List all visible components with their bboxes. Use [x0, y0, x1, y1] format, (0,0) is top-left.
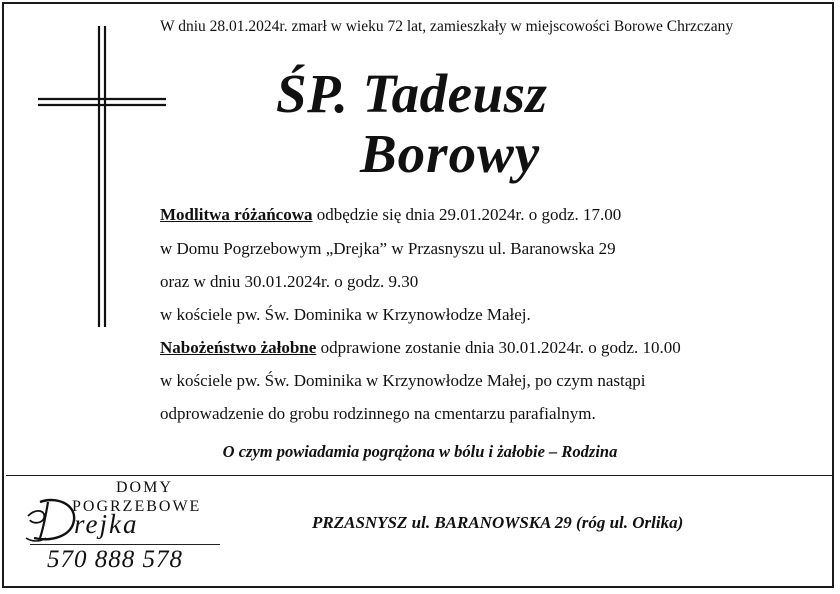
ceremony-line-2 — [160, 239, 616, 259]
line-text: w kościele pw. Św. Dominika w Krzynowłodze Małej, po czym nastąpi — [160, 371, 646, 390]
logo-word-pogrzebowe: POGRZEBOWE — [72, 498, 202, 515]
ceremony-line-5 — [160, 338, 681, 358]
ceremony-line-4 — [160, 305, 531, 325]
line-text: oraz w dniu 30.01.2024r. o godz. 9.30 — [160, 272, 419, 291]
deceased-name-first: ŚP. Tadeusz — [276, 63, 548, 124]
death-notice-intro: W dniu 28.01.2024r. zmarł w wieku 72 lat, zamieszkały w miejscowości Borowe Chrzczany — [160, 18, 734, 35]
closing-line: O czym powiadamia pogrążona w bólu i żałobie – Rodzina — [222, 442, 618, 461]
line-text: odprowadzenie do grobu rodzinnego na cmentarzu parafialnym. — [160, 404, 596, 423]
line-text: w Domu Pogrzebowym „Drejka” w Przasnyszu ul. Baranowska 29 — [160, 239, 616, 258]
funeral-home-address: PRZASNYSZ ul. BARANOWSKA 29 (róg ul. Orlika) — [312, 513, 684, 532]
logo-letter-d-icon — [22, 494, 82, 546]
logo-word-domy: DOMY — [116, 479, 173, 496]
ceremony-line-1 — [160, 205, 621, 225]
line-text: w kościele pw. Św. Dominika w Krzynowłodze Małej. — [160, 305, 531, 324]
divider — [6, 475, 832, 476]
phone-number: 570 888 578 — [47, 546, 183, 573]
ceremony-line-7 — [160, 404, 596, 424]
ceremony-line-3 — [160, 272, 418, 292]
rosary-heading: Modlitwa różańcowa — [160, 205, 313, 224]
logo-name: rejka — [74, 509, 139, 539]
funeral-mass-heading: Nabożeństwo żałobne — [160, 338, 317, 357]
cross-icon — [36, 22, 170, 332]
logo-underline — [30, 544, 220, 545]
line-text: odprawione zostanie dnia 30.01.2024r. o godz. 10.00 — [316, 338, 681, 357]
ceremony-line-6 — [160, 371, 646, 391]
deceased-name-last: Borowy — [360, 123, 541, 184]
line-text: odbędzie się dnia 29.01.2024r. o godz. 17.00 — [312, 205, 622, 224]
